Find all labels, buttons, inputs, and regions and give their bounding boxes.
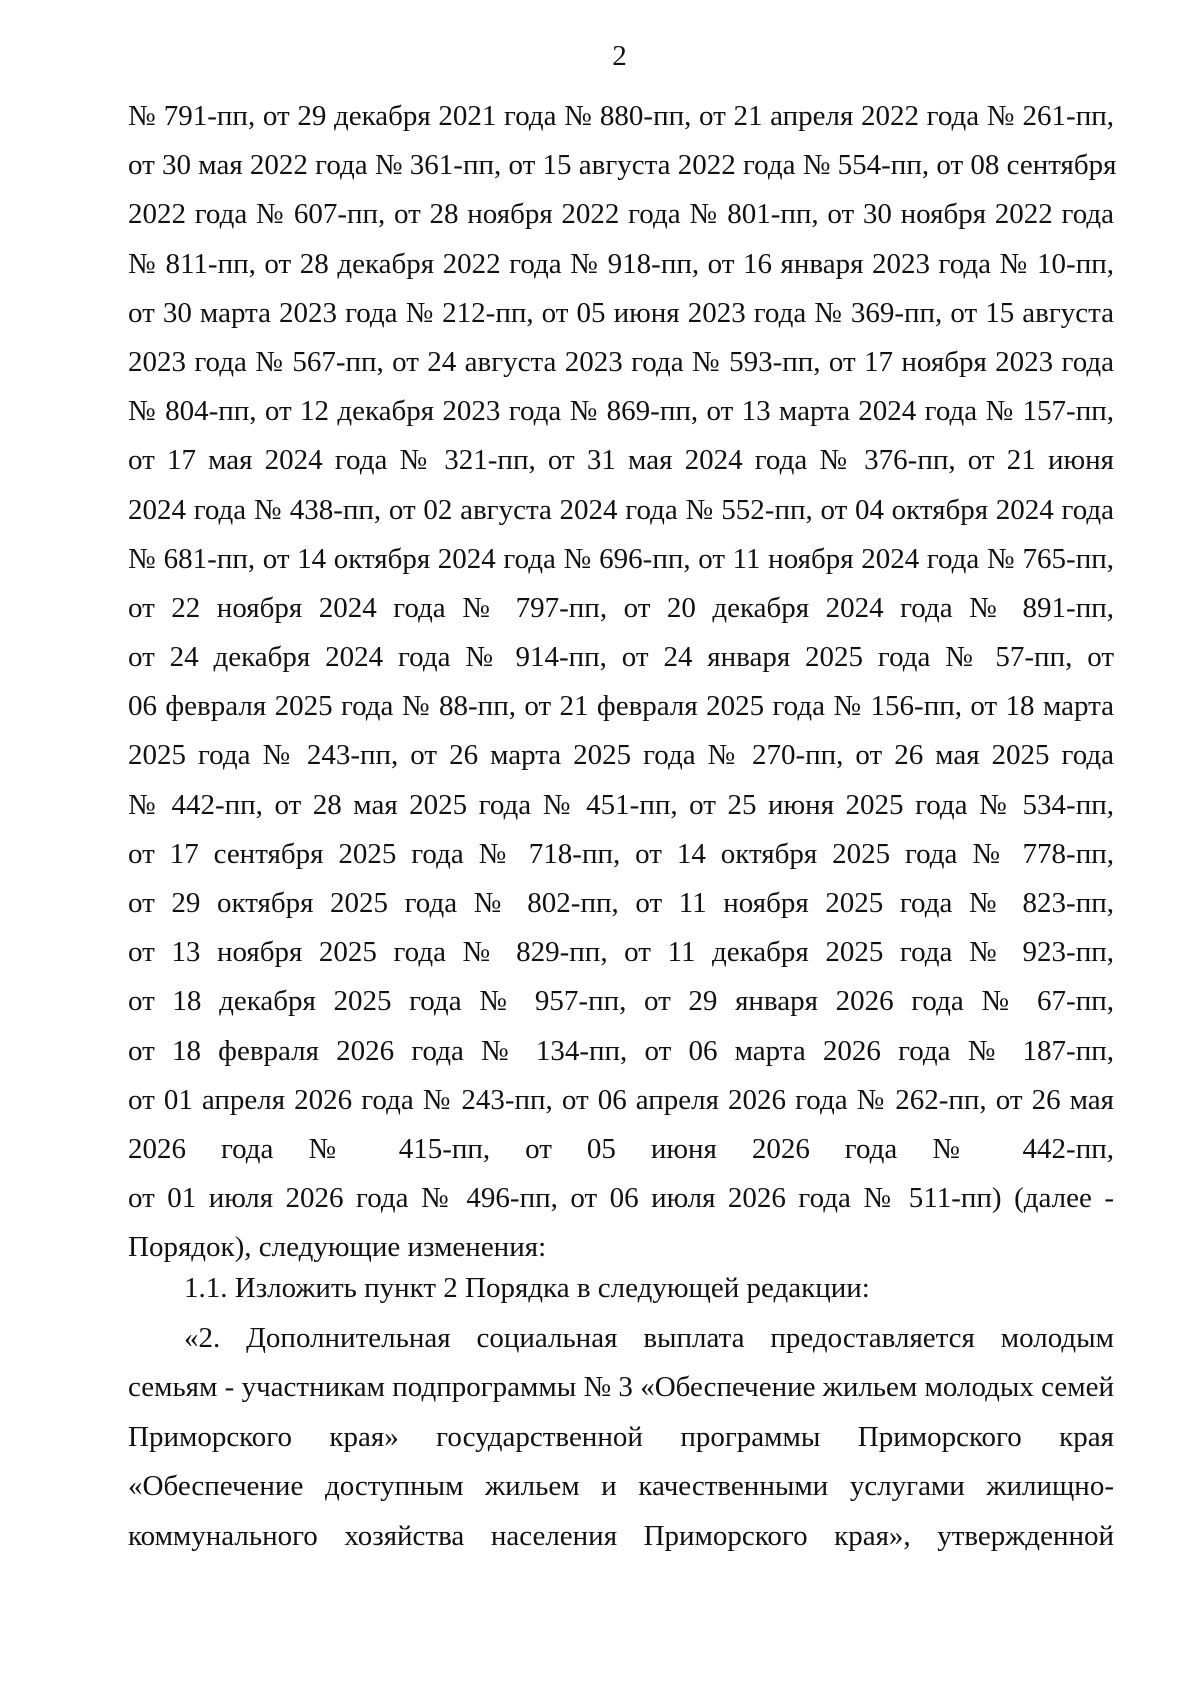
quoted-text-line: семьям - участникам подпрограммы № 3 «Обеспечение жильем молодых семей	[128, 1371, 1114, 1404]
page-number: 2	[612, 40, 627, 72]
text-line: № 791-пп, от 29 декабря 2021 года № 880-пп, от 21 апреля 2022 года № 261-пп,	[128, 100, 1114, 132]
text-line: № 804-пп, от 12 декабря 2023 года № 869-пп, от 13 марта 2024 года № 157-пп,	[128, 395, 1114, 428]
text-line: от 24 декабря 2024 года № 914-пп, от 24 января 2025 года № 57-пп, от	[128, 641, 1114, 674]
text-line: Порядок), следующие изменения:	[128, 1231, 547, 1264]
quoted-text-line: «Обеспечение доступным жильем и качественными услугами жилищно-	[128, 1470, 1114, 1503]
text-line: № 442-пп, от 28 мая 2025 года № 451-пп, от 25 июня 2025 года № 534-пп,	[128, 788, 1114, 821]
quoted-text-line: «2. Дополнительная социальная выплата предоставляется молодым	[184, 1321, 1114, 1354]
item-heading: 1.1. Изложить пункт 2 Порядка в следующей редакции:	[184, 1272, 870, 1304]
text-line: 2023 года № 567-пп, от 24 августа 2023 года № 593-пп, от 17 ноября 2023 года	[128, 345, 1114, 378]
text-line: от 17 сентября 2025 года № 718-пп, от 14 октября 2025 года № 778-пп,	[128, 837, 1114, 870]
text-line: от 13 ноября 2025 года № 829-пп, от 11 декабря 2025 года № 923-пп,	[128, 936, 1114, 969]
quoted-text-line: коммунального хозяйства населения Приморского края», утвержденной	[128, 1519, 1114, 1552]
amendment-item-paragraph	[128, 1264, 1114, 1562]
quoted-text-line: Приморского края» государственной программы Приморского края	[128, 1420, 1114, 1453]
text-line: от 30 марта 2023 года № 212-пп, от 05 июня 2023 года № 369-пп, от 15 августа	[128, 296, 1114, 329]
text-line: от 01 июля 2026 года № 496-пп, от 06 июля 2026 года № 511-пп) (далее -	[128, 1182, 1114, 1215]
text-line: от 30 мая 2022 года № 361-пп, от 15 августа 2022 года № 554-пп, от 08 сентября	[128, 149, 1117, 182]
text-line: 2022 года № 607-пп, от 28 ноября 2022 года № 801-пп, от 30 ноября 2022 года	[128, 198, 1114, 231]
text-line: 06 февраля 2025 года № 88-пп, от 21 февраля 2025 года № 156-пп, от 18 марта	[128, 690, 1114, 723]
text-line: от 17 мая 2024 года № 321-пп, от 31 мая 2024 года № 376-пп, от 21 июня	[128, 444, 1114, 477]
text-line: от 29 октября 2025 года № 802-пп, от 11 ноября 2025 года № 823-пп,	[128, 887, 1114, 919]
text-line: № 811-пп, от 28 декабря 2022 года № 918-пп, от 16 января 2023 года № 10-пп,	[128, 247, 1114, 280]
text-line: от 01 апреля 2026 года № 243-пп, от 06 апреля 2026 года № 262-пп, от 26 мая	[128, 1083, 1114, 1116]
text-line: от 22 ноября 2024 года № 797-пп, от 20 декабря 2024 года № 891-пп,	[128, 591, 1114, 624]
text-line: 2026 года № 415-пп, от 05 июня 2026 года № 442-пп,	[128, 1132, 1114, 1165]
text-line: от 18 декабря 2025 года № 957-пп, от 29 января 2026 года № 67-пп,	[128, 985, 1114, 1018]
text-line: 2024 года № 438-пп, от 02 августа 2024 года № 552-пп, от 04 октября 2024 года	[128, 493, 1114, 526]
amendments-list-paragraph	[128, 92, 1117, 1273]
text-line: 2025 года № 243-пп, от 26 марта 2025 года № 270-пп, от 26 мая 2025 года	[128, 739, 1114, 772]
text-line: от 18 февраля 2026 года № 134-пп, от 06 марта 2026 года № 187-пп,	[128, 1034, 1114, 1067]
text-line: № 681-пп, от 14 октября 2024 года № 696-пп, от 11 ноября 2024 года № 765-пп,	[128, 542, 1114, 575]
